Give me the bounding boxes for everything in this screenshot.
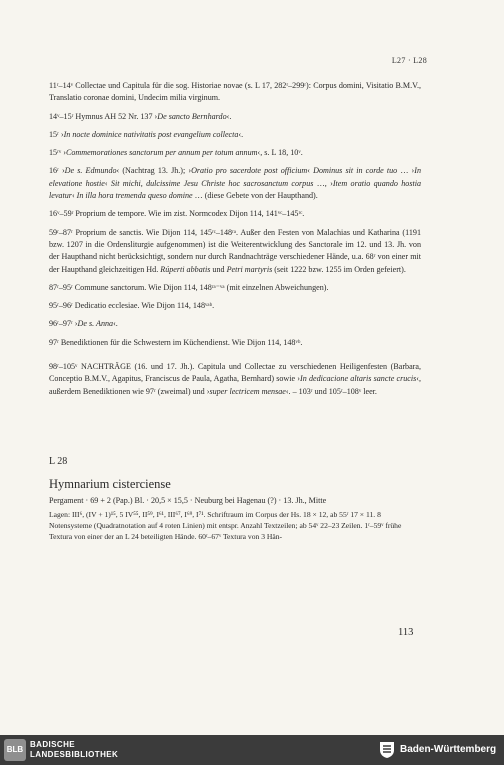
entry-e4: 15ʳᵛ ›Commemorationes sanctorum per annum per totum annum‹, s. L 18, 10ᵛ. bbox=[49, 148, 303, 158]
blb-name[interactable]: BADISCHE LANDESBIBLIOTHEK bbox=[30, 740, 119, 759]
running-head: L27 · L28 bbox=[391, 56, 427, 65]
section-title: Hymnarium cisterciense bbox=[49, 477, 171, 492]
entry-e6: 16ᵛ–59ʳ Proprium de tempore. Wie im zist. Normcodex Dijon 114, 141ᵛᶜ–145ʳᶜ. bbox=[49, 209, 305, 219]
entry-e7: 59ʳ–87ʳ Proprium de sanctis. Wie Dijon 114, 145ʳᶜ–148ʳᵃ. Außer den Festen von Malachias und Katharina (1191 bzw. 1207 in die Ordensliturgie aufgenommen) ist die Weiterentwicklung des Sanctorale im 12. und 13. Jh. von der Haupthand nicht berücksichtigt, sondern nur durch Randnachträge verschiedener Hände, u.a. 68ʳ von einer mit der Haupthand gleichzeitigen Hd. Rúperti abbatis und Petri martyris (seit 1222 bzw. 1255 im Orden gefeiert). bbox=[49, 227, 421, 274]
coat-of-arms-icon bbox=[379, 741, 395, 759]
entry-e1: 11ʳ–14ᵛ Collectae und Capitula für die sog. Historiae novae (s. L 17, 282ʳ–299ʳ): Corpus domini, Visitatio B.M.V., Translatio coronae domini, Undecim milia virginum. bbox=[49, 81, 421, 103]
entry-list bbox=[49, 80, 421, 398]
bw-label[interactable]: Baden-Württemberg bbox=[400, 744, 497, 755]
entry-e9: 95ʳ–96ʳ Dedicatio ecclesiae. Wie Dijon 114, 148ᵛᵃᵇ. bbox=[49, 301, 215, 311]
section-signature: L 28 bbox=[49, 455, 68, 467]
nachtrag-entry: 98ʳ–105ᵛ NACHTRÄGE (16. und 17. Jh.). Capitula und Collectae zu verschiedenen Heiligenfesten (Barbara, Conceptio B.M.V., Agapitus, Franciscus de Paula, Agatha, Bernhard) sowie ›In dedicacione altaris sancte crucis‹, außerdem Benediktionen wie 97ʳ (zweimal) und ›super lectricem mensae‹. – 103ʳ und 105ʳ–108ᵛ leer. bbox=[49, 362, 421, 396]
entry-e10: 96ʳ–97ʳ ›De s. Anna‹. bbox=[49, 319, 118, 329]
entry-e8: 87ʳ–95ʳ Commune sanctorum. Wie Dijon 114, 148ʳᵃ⁻ᵛᵃ (mit einzelnen Abweichungen). bbox=[49, 282, 329, 292]
entry-e5: 16ʳ ›De s. Edmundo‹ (Nachtrag 13. Jh.); ›Oratio pro sacerdote post officium‹ Dominus sit in corde tuo … ›In elevatione hostie‹ Sit michi, dulcissime Jesu Christe hoc sacrosanctum corpus …, ›Item oratio quando hostia levatur‹ In illa hora tremenda queso domine … (diese Gebete von der Haupthand). bbox=[49, 166, 422, 201]
entry-e2: 14ᵛ–15ʳ Hymnus AH 52 Nr. 137 ›De sancto Bernhardo‹. bbox=[49, 111, 232, 121]
entry-e11: 97ʳ Benediktionen für die Schwestern im Küchendienst. Wie Dijon 114, 148ᵛᵇ. bbox=[49, 337, 303, 347]
blb-logo-icon[interactable]: BLB bbox=[4, 739, 26, 761]
section-description: Lagen: III⁶, (IV + 1)¹⁵, 5 IV⁵⁵, II⁵⁹, I⁶¹, III⁶⁷, I⁶⁹, I⁷¹. Schriftraum im Corpus der Hs. 18 × 12, ab 55ʳ 17 × 11. 8 Notensysteme (Quadratnotation auf 4 roten Linien) mit entspr. Anzahl Textzeilen; ab 54ᵛ 22–23 Zeilen. 1ʳ–59ᵛ frühe Textura von einer der an L 24 beteiligten Hände. 60ʳ–67ᵛ Textura von 3 Hän- bbox=[49, 509, 402, 542]
footer-bar bbox=[0, 735, 504, 765]
page-number: 113 bbox=[398, 627, 414, 638]
section-meta: Pergament · 69 + 2 (Pap.) Bl. · 20,5 × 15,5 · Neuburg bei Hagenau (?) · 13. Jh., Mitte bbox=[49, 495, 327, 505]
page-body bbox=[49, 80, 421, 544]
entry-e3: 15ʳ ›In nocte dominice nativitatis post evangelium collecta‹. bbox=[49, 129, 244, 139]
